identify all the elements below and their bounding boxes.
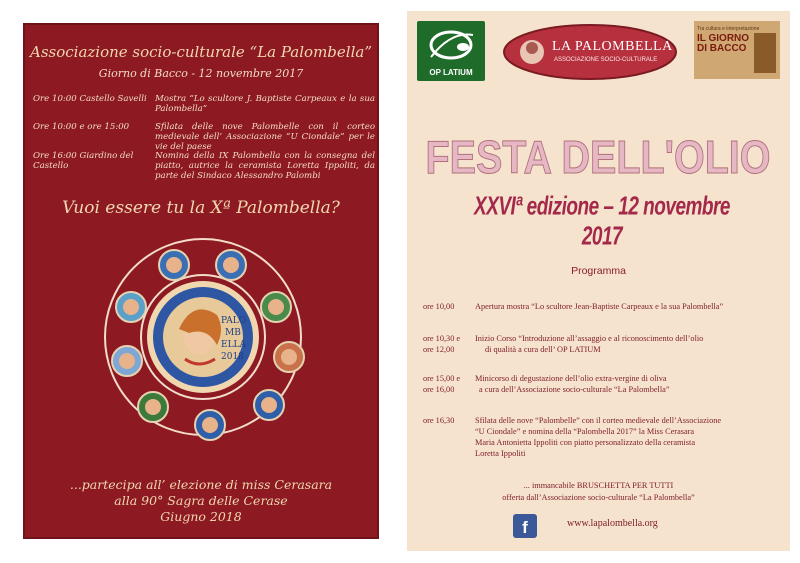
palombella-logo-subtitle: ASSOCIAZIONE SOCIO-CULTURALE [554, 57, 658, 63]
schedule-desc: Mostra “Lo scultore J. Baptiste Carpeaux e la sua Palombella” [155, 94, 375, 114]
svg-text:PALO: PALO [221, 316, 247, 326]
schedule-desc: Sfilata delle nove Palombelle con il corteo medievale dell’ Associazione “U Ciondale” per le vie del paese [155, 122, 375, 152]
program-time: ore 12,00 [423, 345, 455, 354]
program-desc: Minicorso di degustazione dell’olio extra-vergine di oliva [475, 374, 667, 383]
schedule-desc: Nomina della IX Palombella con la consegna del piatto, autrice la ceramista Loretta Ippoliti, da parte del Sindaco Alessandro Palombi [155, 151, 375, 181]
program-time: ore 16,30 [423, 416, 455, 425]
program-desc: Maria Antonietta Ippoliti con piatto personalizzato della ceramista [475, 438, 696, 447]
program-desc: di qualità a cura dell’ OP LATIUM [485, 345, 601, 354]
website-link[interactable]: www.lapalombella.org [567, 518, 658, 529]
bottom-line-3: Giugno 2018 [160, 509, 242, 524]
festa-title: FESTA DELL'OLIO [425, 131, 771, 183]
bruschetta-offer: offerta dall’Associazione socio-culturale “La Palombella” [502, 493, 695, 502]
gdb-small-text: Tra cultura e interpretazione [697, 26, 760, 32]
giorno-di-bacco-poster [694, 21, 780, 79]
bottom-line-2: alla 90° Sagra delle Cerase [114, 493, 288, 508]
plates-medallion-illustration [103, 237, 303, 437]
programma-heading: Programma [571, 265, 626, 277]
gdb-title: IL GIORNO DI BACCO [697, 33, 750, 54]
bruschetta-line: ... immancabile BRUSCHETTA PER TUTTI [523, 481, 674, 490]
palombella-logo-name: LA PALOMBELLA [552, 39, 673, 54]
facebook-icon[interactable]: f [513, 514, 537, 538]
program-time: ore 16,00 [423, 385, 455, 394]
program-time: ore 15,00 e [423, 374, 461, 383]
program-desc: Apertura mostra “Lo scultore Jean-Baptiste Carpeaux e la sua Palombella” [475, 302, 724, 311]
program-time: ore 10,30 e [423, 334, 461, 343]
schedule-time: Ore 16:00 Giardino del Castello [33, 151, 134, 171]
program-desc: Inizio Corso “Introduzione all’assaggio e al riconoscimento dell’olio [475, 334, 704, 343]
question-heading: Vuoi essere tu la Xª Palombella? [62, 198, 340, 218]
left-flyer [11, 11, 391, 551]
festa-title-graphic [417, 111, 780, 191]
olive-icon [417, 21, 485, 69]
schedule-time: Ore 10:00 Castello Savelli [33, 94, 147, 104]
svg-text:MB: MB [225, 328, 241, 338]
event-subtitle: Giorno di Bacco - 12 novembre 2017 [98, 67, 304, 80]
schedule-row [33, 151, 377, 183]
op-latium-label: OP LATIUM [429, 68, 473, 77]
svg-text:2018: 2018 [221, 352, 244, 362]
op-latium-logo [417, 21, 485, 81]
edition-date: XXVIª edizione – 12 novembre 2017 [474, 193, 730, 252]
program-desc: Loretta Ippoliti [475, 449, 526, 458]
schedule-row [33, 94, 377, 116]
bottom-line-1: ...partecipa all’ elezione di miss Cerasara [69, 477, 333, 492]
central-plate [147, 281, 259, 393]
left-flyer-body [23, 23, 379, 539]
right-flyer [407, 11, 790, 551]
program-desc: a cura dell’Associazione socio-culturale “La Palombella” [479, 385, 670, 394]
gdb-image [754, 33, 776, 73]
association-title: Associazione socio-culturale “La Palombella” [29, 43, 372, 61]
svg-text:ELLA: ELLA [221, 340, 247, 350]
program-desc: Sfilata delle nove “Palombelle” con il corteo medievale dell’Associazione [475, 416, 722, 425]
program-desc: “U Ciondale” e nomina della “Palombella 2017” la Miss Cerasara [475, 427, 695, 436]
schedule-row [33, 122, 377, 152]
program-time: ore 10,00 [423, 302, 455, 311]
schedule-time: Ore 10:00 e ore 15:00 [33, 122, 130, 132]
